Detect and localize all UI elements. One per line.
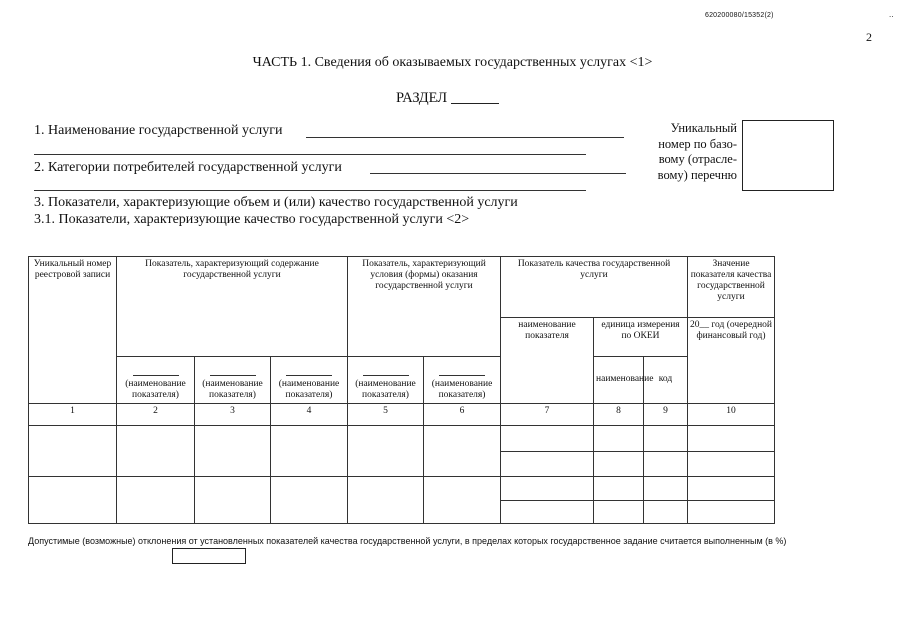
unique-number-label: Уникальный номер по базо- вому (отрасле- вому) перечню (657, 121, 737, 182)
table-cell[interactable] (594, 477, 644, 500)
section-label: РАЗДЕЛ (396, 90, 448, 106)
service-name-label: 1. Наименование государственной услуги (34, 123, 283, 138)
table-cell[interactable] (424, 477, 501, 524)
header-quality-value: Значение показателя качества государственной услуги (688, 257, 775, 318)
table-cell[interactable] (594, 500, 644, 524)
table-cell[interactable] (688, 426, 775, 451)
service-name-blank (306, 137, 624, 138)
table-cell[interactable] (501, 451, 594, 476)
deviation-text: Допустимые (возможные) отклонения от установленных показателей качества государственной услуги, в пределах которых государственное задание считается выполненным (в %) (28, 536, 787, 546)
consumer-category-blank-2 (34, 190, 586, 191)
col-number-10: 10 (688, 403, 775, 425)
document-number: 620200080/15352(2) (705, 12, 774, 19)
part-title: ЧАСТЬ 1. Сведения об оказываемых государственных услугах <1> (252, 55, 653, 70)
header-unit-code: код (644, 356, 688, 403)
table-cell[interactable] (501, 500, 594, 524)
col-number-8: 8 (594, 403, 644, 425)
sub-indicator-5: (наименование показателя) (348, 356, 424, 403)
header-registry-number: Уникальный номер реестровой записи (29, 257, 117, 404)
header-conditions-indicator: Показатель, характеризующий условия (формы) оказания государственной услуги (348, 257, 501, 357)
col-number-7: 7 (501, 403, 594, 425)
table-cell[interactable] (117, 426, 195, 477)
table-cell[interactable] (644, 426, 688, 451)
unique-number-box[interactable] (742, 120, 834, 191)
table-cell[interactable] (688, 477, 775, 500)
section-number-blank (451, 89, 499, 104)
sub-indicator-6: (наименование показателя) (424, 356, 501, 403)
table-cell[interactable] (594, 426, 644, 451)
table-cell[interactable] (501, 426, 594, 451)
deviation-input-box[interactable] (172, 548, 246, 564)
header-content-indicator: Показатель, характеризующий содержание государственной услуги (117, 257, 348, 357)
header-unit: единица измерения по ОКЕИ (594, 318, 688, 357)
table-cell[interactable] (271, 426, 348, 477)
table-cell[interactable] (348, 477, 424, 524)
sub-indicator-2: (наименование показателя) (117, 356, 195, 403)
sub-indicator-3: (наименование показателя) (195, 356, 271, 403)
quality-indicators-table (28, 256, 775, 524)
table-cell[interactable] (195, 426, 271, 477)
table-cell[interactable] (195, 477, 271, 524)
table-cell[interactable] (644, 477, 688, 500)
section-heading (396, 89, 499, 107)
col-number-4: 4 (271, 403, 348, 425)
table-cell[interactable] (117, 477, 195, 524)
table-cell[interactable] (644, 500, 688, 524)
header-quality-indicator: Показатель качества государственной услуги (501, 257, 688, 318)
table-cell[interactable] (424, 426, 501, 477)
consumer-category-blank (370, 173, 626, 174)
col-number-9: 9 (644, 403, 688, 425)
header-year: 20__ год (очередной финансовый год) (688, 318, 775, 404)
table-cell[interactable] (348, 426, 424, 477)
table-cell[interactable] (594, 451, 644, 476)
quality-indicators-heading: 3.1. Показатели, характеризующие качество государственной услуги <2> (34, 212, 470, 227)
page-number: 2 (866, 30, 872, 44)
col-number-1: 1 (29, 403, 117, 425)
sub-indicator-4: (наименование показателя) (271, 356, 348, 403)
indicators-heading: 3. Показатели, характеризующие объем и (или) качество государственной услуги (34, 195, 518, 210)
col-number-6: 6 (424, 403, 501, 425)
consumer-category-label: 2. Категории потребителей государственной услуги (34, 160, 342, 175)
table-cell[interactable] (501, 477, 594, 500)
table-cell[interactable] (271, 477, 348, 524)
table-cell[interactable] (644, 451, 688, 476)
table-cell[interactable] (688, 500, 775, 524)
table-cell[interactable] (688, 451, 775, 476)
col-number-2: 2 (117, 403, 195, 425)
col-number-3: 3 (195, 403, 271, 425)
header-indicator-name: наименование показателя (501, 318, 594, 404)
header-unit-name: наименование (594, 356, 644, 403)
col-number-5: 5 (348, 403, 424, 425)
table-cell[interactable] (29, 426, 117, 477)
table-cell[interactable] (29, 477, 117, 524)
service-name-blank-2 (34, 154, 586, 155)
corner-mark: .. (889, 10, 894, 19)
